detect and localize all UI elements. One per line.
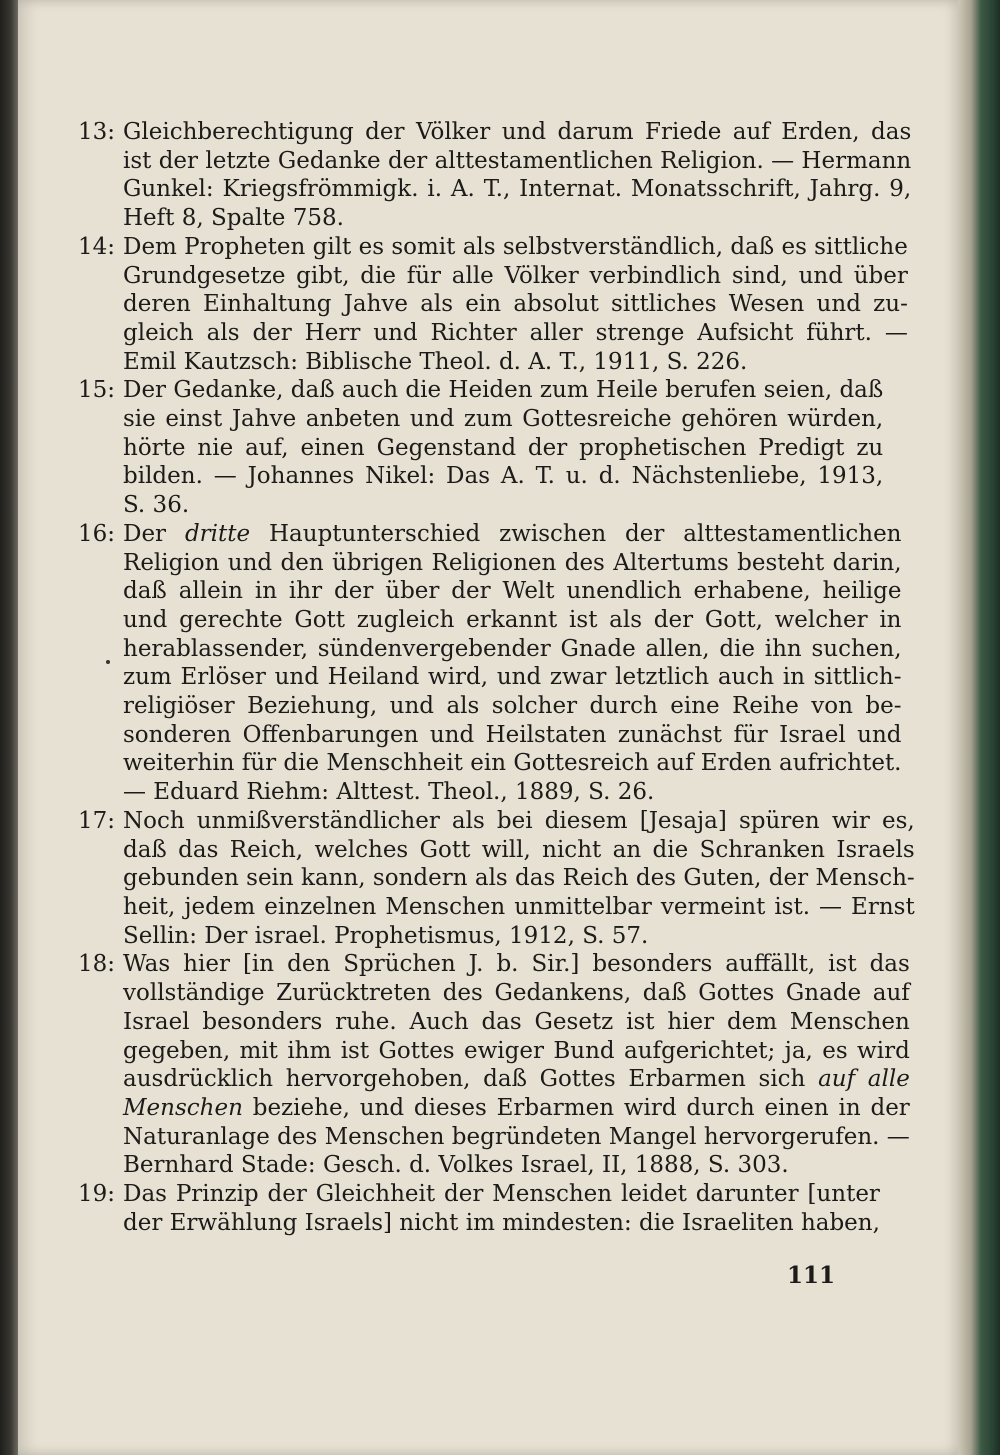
text-line: daß das Reich, welches Gott will, nicht an die Schranken Israels [123,836,915,863]
footnote-text [123,520,902,807]
text-run: Hauptunterschied zwischen der alttestamentlichen [250,520,902,547]
footnote-list [78,118,915,1237]
text-line: ist der letzte Gedanke der alttestamentlichen Religion. — Hermann [123,147,912,174]
book-cover-edge [958,0,1000,1455]
text-line: zum Erlöser und Heiland wird, und zwar letztlich auch in sittlich- [123,664,902,691]
footnote-number: 15: [78,377,116,404]
text-line: gegeben, mit ihm ist Gottes ewiger Bund aufgerichtet; ja, es wird [123,1037,910,1064]
text-line: vollständige Zurücktreten des Gedankens, daß Gottes Gnade auf [123,980,910,1007]
footnote-number: 16: [78,520,116,547]
text-line: gebunden sein kann, sondern als das Reich des Guten, der Mensch- [123,865,915,892]
footnote-number: 19: [78,1181,116,1208]
footnote-text [123,1180,880,1237]
footnote-17 [78,807,915,951]
footnote-number: 17: [78,807,116,834]
emphasis-text: dritte [184,520,251,547]
text-line: und gerechte Gott zugleich erkannt ist als der Gott, welcher in [123,606,902,633]
book-gutter [0,0,18,1455]
page-number: 111 [787,1262,836,1289]
text-line: Noch unmißverständlicher als bei diesem [Jesaja] spüren wir es, [123,807,915,834]
text-line: S. 36. [123,492,190,519]
text-line: Israel besonders ruhe. Auch das Gesetz ist hier dem Menschen [123,1008,910,1035]
footnote-text [123,118,911,233]
footnote-number: 13: [78,119,116,145]
text-line: herablassender, sündenvergebender Gnade allen, die ihn suchen, [123,635,902,662]
text-line: der Erwählung Israels] nicht im mindesten: die Israeliten haben, [123,1209,880,1236]
text-line: deren Einhaltung Jahve als ein absolut sittliches Wesen und zu- [123,291,908,318]
text-line: daß allein in ihr der über der Welt unendlich erhabene, heilige [123,578,902,605]
footnote-text [123,950,910,1180]
text-line: Das Prinzip der Gleichheit der Menschen leidet darunter [unter [123,1181,880,1208]
text-line: — Eduard Riehm: Alttest. Theol., 1889, S. 26. [123,779,655,806]
footnote-19 [78,1180,880,1237]
book-page [18,0,958,1455]
footnote-15 [78,376,884,520]
footnote-14 [78,233,908,377]
text-run: Der [123,520,185,547]
text-line: Religion und den übrigen Religionen des Altertums besteht darin, [123,549,902,576]
text-line: Bernhard Stade: Gesch. d. Volkes Israel, II, 1888, S. 303. [123,1152,789,1179]
text-line: gleich als der Herr und Richter aller strenge Aufsicht führt. — [123,319,908,346]
text-line: Was hier [in den Sprüchen J. b. Sir.] besonders auffällt, ist das [123,951,910,978]
footnote-number: 14: [78,233,116,260]
text-line: Grundgesetze gibt, die für alle Völker verbindlich sind, und über [123,262,908,289]
text-line: heit, jedem einzelnen Menschen unmittelbar vermeint ist. — Ernst [123,893,915,920]
text-line: Naturanlage des Menschen begründeten Mangel hervorgerufen. — [123,1123,910,1150]
text-run: ausdrücklich hervorgehoben, daß Gottes Erbarmen sich [123,1066,819,1093]
text-line: bilden. — Johannes Nikel: Das A. T. u. d. Nächstenliebe, 1913, [123,463,884,490]
text-line: Gunkel: Kriegsfrömmigk. i. A. T., Internat. Monatsschrift, Jahrg. 9, [123,176,912,203]
text-line: hörte nie auf, einen Gegenstand der prophetischen Predigt zu [123,434,884,461]
footnote-text [123,807,915,951]
emphasis-text: auf alle [818,1066,910,1093]
text-line: Gleichberechtigung der Völker und darum Friede auf Erden, das [123,119,912,145]
text-line: Sellin: Der israel. Prophetismus, 1912, S. 57. [123,922,649,949]
text-line: sie einst Jahve anbeten und zum Gottesreiche gehören würden, [123,406,884,433]
footnote-13 [78,118,912,233]
text-line: sonderen Offenbarungen und Heilstaten zunächst für Israel und [123,721,902,748]
text-line: weiterhin für die Menschheit ein Gottesreich auf Erden aufrichtet. [123,750,902,777]
text-line: Der Gedanke, daß auch die Heiden zum Heile berufen seien, daß [123,377,884,404]
text-line [123,1094,910,1123]
text-line: Heft 8, Spalte 758. [123,205,344,232]
footnote-text [123,376,883,520]
footnote-16 [78,520,902,807]
text-line: Dem Propheten gilt es somit als selbstverständlich, daß es sittliche [123,233,908,260]
text-line: religiöser Beziehung, und als solcher durch eine Reihe von be- [123,693,902,720]
text-run: beziehe, und dieses Erbarmen wird durch einen in der [242,1094,910,1121]
footnote-number: 18: [78,951,116,978]
text-line [123,520,902,549]
text-line [123,1065,910,1094]
footnote-18 [78,950,910,1180]
footnote-text [123,233,908,377]
text-line: Emil Kautzsch: Biblische Theol. d. A. T., 1911, S. 226. [123,348,748,375]
emphasis-text: Menschen [123,1094,243,1121]
